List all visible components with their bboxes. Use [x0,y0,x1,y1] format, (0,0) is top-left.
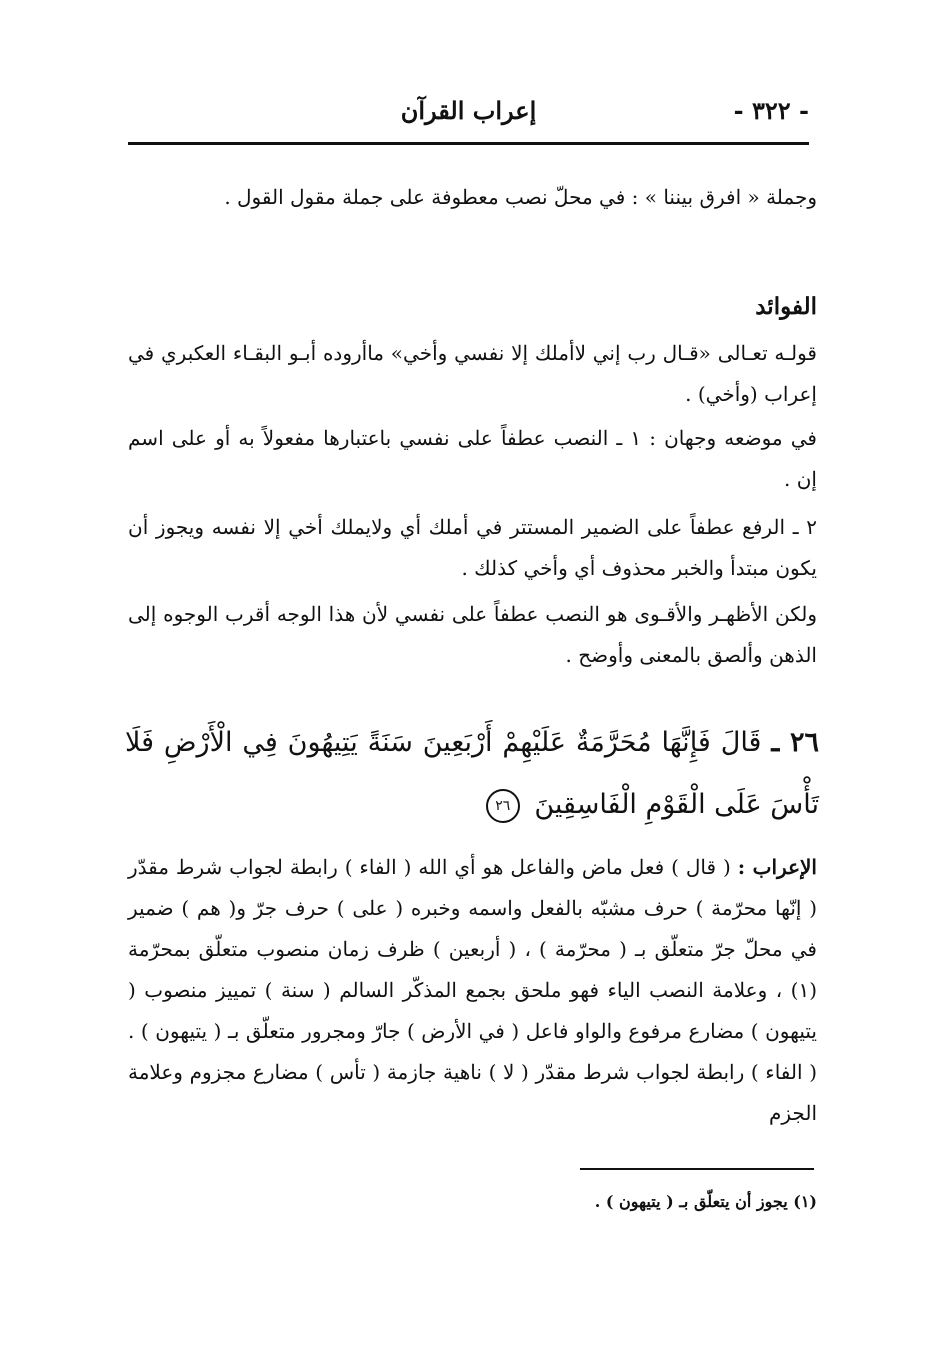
page-number: - ٣٢٢ - [733,96,809,125]
verse-text: قَالَ فَإِنَّهَا مُحَرَّمَةٌ عَلَيْهِمْ أَرْبَعِينَ سَنَةً يَتِيهُونَ فِي الْأَرْضِ فَلَا تَأْسَ عَلَى الْقَوْمِ الْفَاسِقِينَ [125,727,819,820]
section-heading: الفوائد [755,293,817,320]
footnote: (١) يجوز أن يتعلّق بـ ( يتيهون ) . [594,1192,817,1211]
running-title: إعراب القرآن [400,96,537,125]
ayah-end-mark: ٢٦ [486,789,520,823]
quran-verse [125,712,819,836]
paragraph-5: ولكن الأظهـر والأقـوى هو النصب عطفاً على نفسي لأن هذا الوجه أقرب الوجوه إلى الذهن وألصق بالمعنى وأوضح . [128,602,817,667]
paragraph-4: ٢ ـ الرفع عطفاً على الضمير المستتر في أملك أي ولايملك أخي إلا نفسه ويجوز أن يكون مبتدأ والخبر محذوف أي وأخي كذلك . [128,515,817,580]
header-rule [128,142,809,145]
footnote-rule [580,1168,814,1170]
paragraph-3: في موضعه وجهان : ١ ـ النصب عطفاً على نفسي باعتبارها مفعولاً به أو على اسم إن . [128,426,817,491]
page-header [128,92,809,136]
irab-text: ( قال ) فعل ماض والفاعل هو أي الله ( الفاء ) رابطة لجواب شرط مقدّر ( إنّها محرّمة ) حرف مشبّه بالفعل واسمه وخبره ( على ) حرف جرّ و( هم ) ضمير في محلّ جرّ متعلّق بـ ( محرّمة ) ، ( أربعين ) ظرف زمان منصوب متعلّق بمحرّمة (١) ، وعلامة النصب الياء فهو ملحق بجمع المذكّر السالم ( سنة ) تمييز منصوب ( يتيهون ) مضارع مرفوع والواو فاعل ( في الأرض ) جارّ ومجرور متعلّق بـ ( يتيهون ) . ( الفاء ) رابطة لجواب شرط مقدّر ( لا ) ناهية جازمة ( تأس ) مضارع مجزوم وعلامة الجزم [128,855,817,1125]
verse-number: ٢٦ ـ [771,727,819,758]
paragraph-1: وجملة « افرق بيننا » : في محلّ نصب معطوفة على جملة مقول القول . [224,185,817,209]
paragraph-2: قولـه تعـالى «قـال رب إني لاأملك إلا نفسي وأخي» ماأروده أبـو البقـاء العكبري في إعراب (وأخي) . [128,341,817,406]
irab-paragraph [128,847,817,1134]
irab-label: الإعراب : [737,855,817,879]
